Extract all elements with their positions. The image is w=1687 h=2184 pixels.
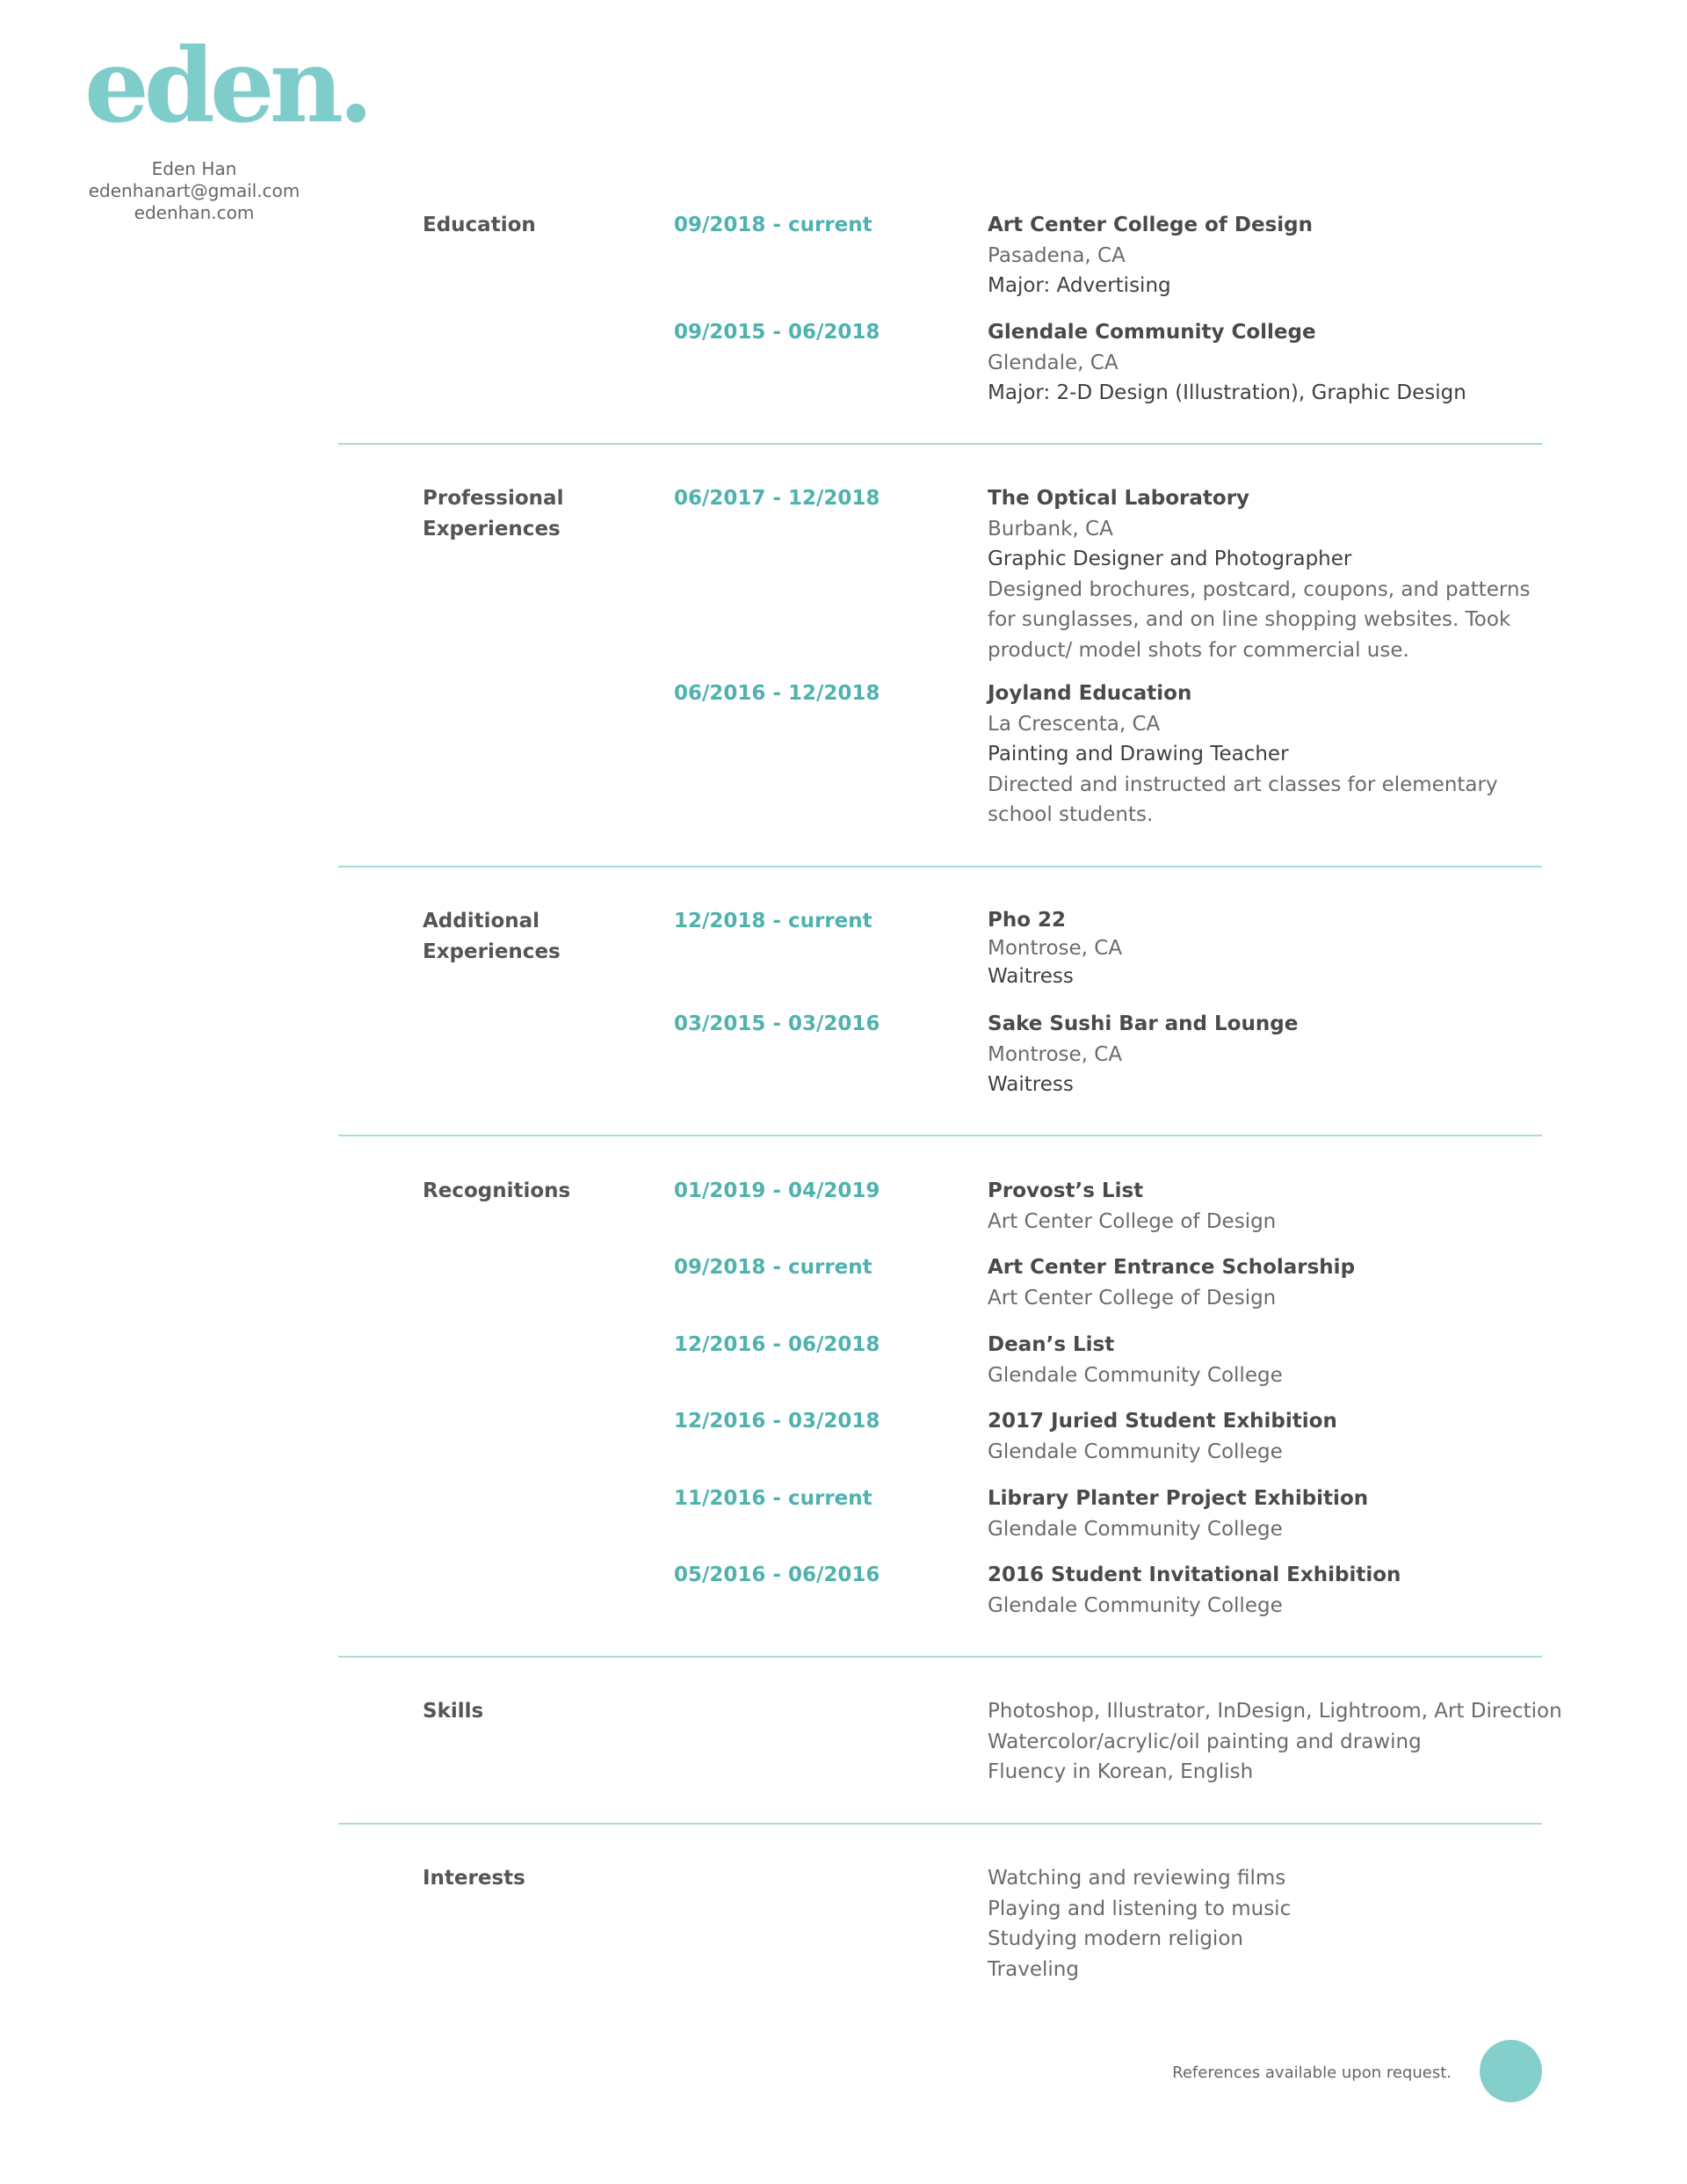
entry-location: Pasadena, CA: [988, 243, 1126, 267]
entry-date: 12/2018 - current: [674, 910, 872, 932]
entry-name: Library Planter Project Exhibition: [988, 1487, 1369, 1510]
entry-role: Graphic Designer and Photographer: [988, 548, 1352, 570]
entry-location: Glendale, CA: [988, 351, 1119, 374]
interest-item: Traveling: [988, 1957, 1079, 1981]
entry-name: Glendale Community College: [988, 321, 1316, 344]
section-title-line: Experiences: [423, 517, 561, 541]
skill-item: Watercolor/acrylic/oil painting and drawing: [988, 1730, 1422, 1753]
entry-description: Directed and instructed art classes for elementary school students.: [988, 773, 1498, 826]
section-divider: [338, 443, 1542, 445]
section-title-line: Additional: [423, 910, 540, 932]
entry-location: Burbank, CA: [988, 517, 1113, 541]
entry-name: Art Center Entrance Scholarship: [988, 1256, 1356, 1279]
entry-name: Provost’s List: [988, 1179, 1144, 1202]
entry-info: [988, 1176, 1550, 1237]
entry-location: Glendale Community College: [988, 1517, 1283, 1541]
section-title-recognitions: Recognitions: [423, 1179, 571, 1202]
entry-date: 09/2018 - current: [674, 1256, 872, 1279]
entry-location: Montrose, CA: [988, 1042, 1123, 1066]
entry-date: 09/2018 - current: [674, 214, 872, 236]
entry-date: 06/2016 - 12/2018: [674, 682, 880, 705]
entry-name: 2016 Student Invitational Exhibition: [988, 1564, 1401, 1586]
entry-info: [988, 678, 1550, 831]
entry-date: 12/2016 - 03/2018: [674, 1410, 880, 1433]
section-title-education: Education: [423, 214, 536, 236]
entry-date: 09/2015 - 06/2018: [674, 321, 880, 344]
entry-info: [988, 317, 1550, 409]
entry-role: Major: Advertising: [988, 274, 1171, 297]
entry-info: [988, 1009, 1550, 1100]
entry-date: 12/2016 - 06/2018: [674, 1333, 880, 1356]
skills-list: [988, 1696, 1562, 1788]
entry-location: Glendale Community College: [988, 1363, 1283, 1387]
section-title-additional: [423, 906, 561, 967]
entry-info: [988, 1406, 1550, 1467]
entry-location: Art Center College of Design: [988, 1286, 1277, 1310]
entry-info: [988, 1252, 1550, 1313]
interest-item: Watching and reviewing films: [988, 1867, 1286, 1890]
interest-item: Studying modern religion: [988, 1927, 1243, 1950]
entry-name: 2017 Juried Student Exhibition: [988, 1410, 1337, 1433]
entry-date: 01/2019 - 04/2019: [674, 1179, 880, 1202]
entry-role: Waitress: [988, 965, 1074, 988]
contact-block: [84, 158, 304, 224]
entry-info: [988, 1330, 1550, 1390]
section-title-interests: Interests: [423, 1867, 525, 1890]
skill-item: Fluency in Korean, English: [988, 1760, 1254, 1783]
interest-item: Playing and listening to music: [988, 1897, 1292, 1920]
section-divider: [338, 1656, 1542, 1658]
entry-location: La Crescenta, CA: [988, 712, 1161, 736]
entry-role: Painting and Drawing Teacher: [988, 743, 1289, 765]
entry-date: 06/2017 - 12/2018: [674, 487, 880, 510]
entry-location: Glendale Community College: [988, 1440, 1283, 1463]
entry-name: Pho 22: [988, 909, 1067, 932]
section-divider: [338, 1135, 1542, 1136]
entry-date: 05/2016 - 06/2016: [674, 1564, 880, 1586]
entry-description: Designed brochures, postcard, coupons, and patterns for sunglasses, and on line shopping websites. Took product/ model shots for commercial use.: [988, 577, 1531, 662]
section-divider: [338, 1823, 1542, 1825]
entry-info: [988, 906, 1550, 990]
skill-item: Photoshop, Illustrator, InDesign, Lightroom, Art Direction: [988, 1700, 1562, 1723]
entry-location: Montrose, CA: [988, 937, 1123, 960]
references-note: References available upon request.: [1172, 2064, 1452, 2082]
entry-name: Dean’s List: [988, 1333, 1115, 1356]
decorative-circle: [1480, 2040, 1542, 2102]
entry-role: Major: 2-D Design (Illustration), Graphic Design: [988, 381, 1466, 404]
entry-info: [988, 483, 1550, 665]
section-title-skills: Skills: [423, 1700, 484, 1723]
entry-name: Art Center College of Design: [988, 214, 1313, 236]
entry-date: 03/2015 - 03/2016: [674, 1012, 880, 1035]
section-divider: [338, 866, 1542, 867]
contact-name: Eden Han: [151, 158, 237, 179]
entry-location: Glendale Community College: [988, 1593, 1283, 1617]
interests-list: [988, 1863, 1550, 1984]
entry-info: [988, 210, 1550, 301]
entry-name: Sake Sushi Bar and Lounge: [988, 1012, 1299, 1035]
section-title-line: Professional: [423, 487, 564, 510]
section-title-professional: [423, 483, 563, 544]
contact-website[interactable]: edenhan.com: [134, 202, 255, 223]
entry-role: Waitress: [988, 1073, 1074, 1096]
section-title-line: Experiences: [423, 940, 561, 963]
entry-name: The Optical Laboratory: [988, 487, 1250, 510]
entry-info: [988, 1484, 1550, 1544]
logo: eden.: [84, 26, 369, 146]
entry-info: [988, 1560, 1550, 1621]
entry-location: Art Center College of Design: [988, 1209, 1277, 1233]
contact-email[interactable]: edenhanart@gmail.com: [88, 180, 300, 201]
entry-date: 11/2016 - current: [674, 1487, 872, 1510]
entry-name: Joyland Education: [988, 682, 1192, 705]
